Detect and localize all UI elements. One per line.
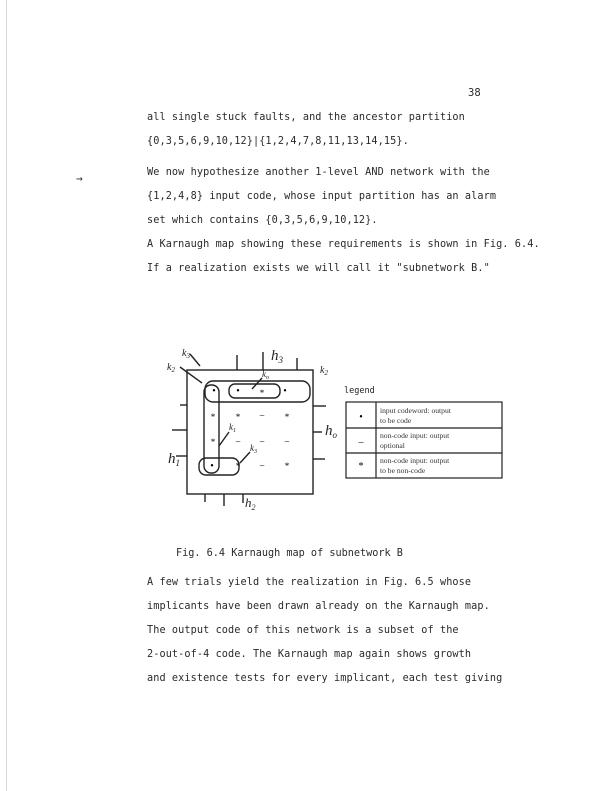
label-h0: $h_o$ (325, 423, 337, 440)
map-cell: * (235, 461, 241, 471)
text-line: A few trials yield the realization in Fig. 6.5 whose (147, 577, 472, 588)
map-cell: – (259, 410, 265, 420)
map-cell: * (210, 437, 216, 447)
label-k2: $k_2$ (320, 365, 328, 377)
legend-description: to be code (380, 416, 412, 425)
map-cell: – (259, 436, 265, 446)
scan-edge (6, 0, 7, 791)
map-cell: * (235, 412, 241, 422)
pointer-k3-top (190, 354, 200, 366)
text-line: A Karnaugh map showing these requirements is shown in Fig. 6.4. (147, 239, 540, 250)
text-line: implicants have been drawn already on the Karnaugh map. (147, 601, 490, 612)
map-cell: * (210, 412, 216, 422)
implicant-k4-loop (199, 458, 239, 475)
text-line: {1,2,4,8} input code, whose input partition has an alarm (147, 191, 497, 202)
legend-title: legend (344, 386, 375, 396)
label-k3-top: $k_3$ (182, 348, 190, 360)
legend-symbol: * (358, 461, 364, 472)
label-k3-lower: $k_3$ (250, 443, 257, 455)
map-cell: • (210, 461, 214, 472)
page-number: 38 (468, 87, 481, 99)
label-h3: $h_3$ (271, 348, 283, 365)
map-cell: – (235, 436, 241, 446)
figure-caption: Fig. 6.4 Karnaugh map of subnetwork B (176, 548, 403, 559)
karnaugh-map-frame (187, 370, 313, 494)
text-line: {0,3,5,6,9,10,12}|{1,2,4,7,8,11,13,14,15}. (147, 136, 409, 147)
legend-symbol: – (358, 437, 364, 448)
margin-arrow-mark: → (76, 172, 83, 185)
text-line: 2-out-of-4 code. The Karnaugh map again shows growth (147, 649, 472, 660)
legend-description: to be non-code (380, 466, 426, 475)
map-cell: * (284, 412, 290, 422)
text-line: and existence tests for every implicant, each test giving (147, 673, 503, 684)
legend-description: non-code input: output (380, 431, 450, 440)
legend-description: optional (380, 441, 405, 450)
pointer-k1 (219, 432, 229, 446)
text-line: If a realization exists we will call it "subnetwork B." (147, 263, 490, 274)
map-cell: – (259, 460, 265, 470)
pointer-k5 (180, 367, 202, 383)
label-k5: $k_2$ (167, 362, 175, 374)
label-k0: $k_o$ (262, 369, 269, 381)
text-line: all single stuck faults, and the ancestor partition (147, 112, 465, 123)
map-cell: * (259, 388, 265, 398)
text-line: set which contains {0,3,5,6,9,10,12}. (147, 215, 378, 226)
text-line: We now hypothesize another 1-level AND network with the (147, 167, 490, 178)
legend-table (346, 402, 502, 478)
legend-description: input codeword: output (380, 406, 451, 415)
pointer-k3-lower (240, 452, 250, 463)
map-cell: • (283, 386, 287, 397)
label-h1: $h_1$ (168, 451, 180, 468)
implicant-k3-loop (204, 385, 219, 473)
implicant-k2-loop (205, 381, 310, 402)
map-cell: • (212, 386, 216, 397)
legend-symbol: • (359, 412, 363, 423)
map-cell: * (284, 461, 290, 471)
implicant-k0-loop (229, 384, 280, 398)
map-cell: • (236, 386, 240, 397)
pointer-k0 (252, 378, 262, 389)
legend-description: non-code input: output (380, 456, 450, 465)
map-cell: – (284, 436, 290, 446)
text-line: The output code of this network is a subset of the (147, 625, 459, 636)
label-k1: $k_1$ (229, 422, 236, 434)
label-h2: $h_2$ (245, 495, 256, 512)
